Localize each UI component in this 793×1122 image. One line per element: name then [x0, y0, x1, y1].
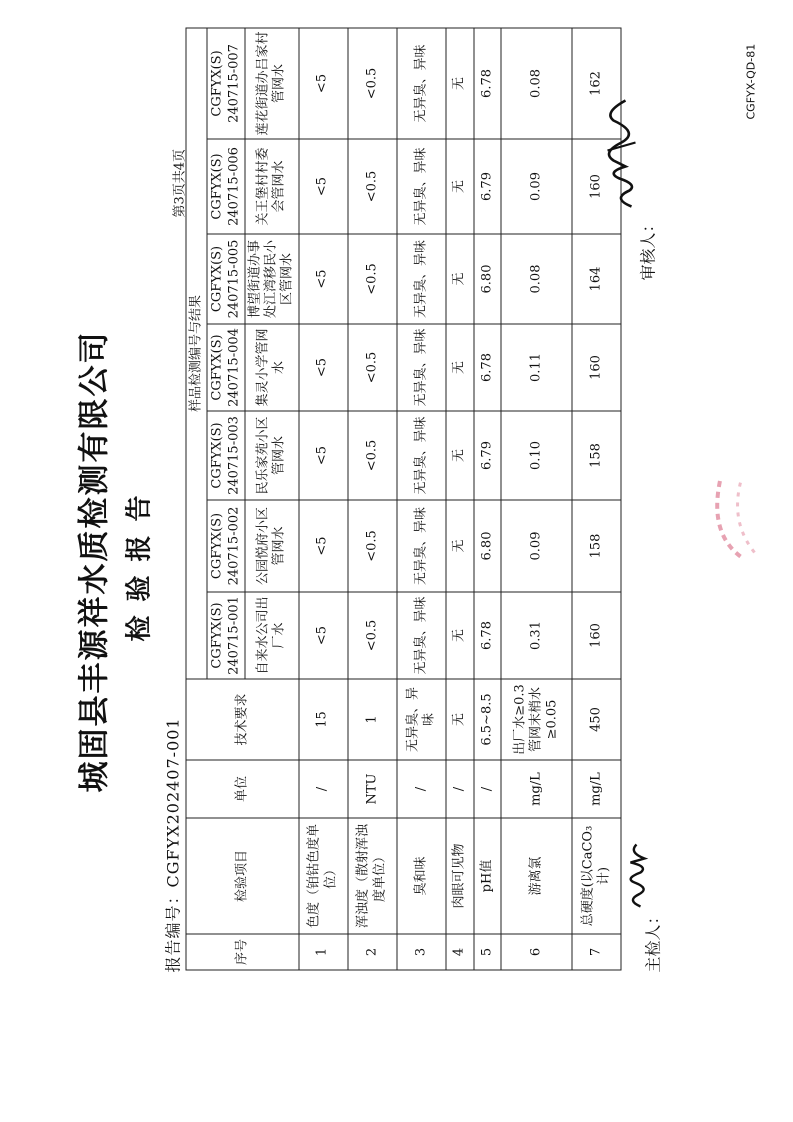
result-cell: 无异臭、异味 [396, 324, 445, 411]
header-item: 检验项目 [186, 818, 299, 934]
row-item: 浑浊度（散射浑浊度单位） [347, 818, 396, 934]
result-cell: 158 [571, 500, 620, 592]
row-requirement: 出厂水≥0.3 管网末梢水≥0.05 [501, 679, 571, 760]
sample-id-4: CGFYX(S) 240715-004 [207, 324, 245, 411]
result-cell: 6.78 [473, 27, 501, 138]
row-unit: / [298, 760, 347, 818]
result-cell: 无 [445, 324, 473, 411]
row-unit: mg/L [571, 760, 620, 818]
result-cell: 无 [445, 411, 473, 500]
row-unit: mg/L [501, 760, 571, 818]
sample-name-5: 博望街道办事处江湾移民小区管网水 [244, 234, 298, 324]
result-cell: 6.79 [473, 411, 501, 500]
row-item: pH值 [473, 818, 501, 934]
header-row-group [186, 27, 207, 969]
result-cell: 0.09 [501, 139, 571, 234]
row-requirement: 无 [445, 679, 473, 760]
stamp-mark [700, 472, 770, 562]
result-cell: 6.80 [473, 234, 501, 324]
result-cell: <5 [298, 324, 347, 411]
row-item: 色度（铂钴色度单位） [298, 818, 347, 934]
result-cell: 无 [445, 27, 473, 138]
header-sample-group: 样品检测编号与结果 [186, 27, 207, 678]
sample-id-5: CGFYX(S) 240715-005 [207, 234, 245, 324]
inspector-label: 主检人： [643, 907, 662, 972]
table-row [298, 27, 347, 969]
result-cell: 6.79 [473, 139, 501, 234]
form-code: CGFYX-QD-81 [744, 43, 757, 119]
result-cell: 无异臭、异味 [396, 234, 445, 324]
row-unit: / [445, 760, 473, 818]
result-cell: 0.31 [501, 592, 571, 679]
row-seq: 7 [571, 934, 620, 970]
sample-id-6: CGFYX(S) 240715-006 [207, 139, 245, 234]
report-subtitle: 检验报告 [124, 481, 154, 642]
result-cell: <0.5 [347, 139, 396, 234]
table-row [396, 27, 445, 969]
inspector-signature [620, 840, 652, 910]
result-cell: 无 [445, 139, 473, 234]
row-item: 臭和味 [396, 818, 445, 934]
header-unit: 单位 [186, 760, 299, 818]
result-cell: <5 [298, 500, 347, 592]
result-cell: 无 [445, 234, 473, 324]
result-cell: 160 [571, 139, 620, 234]
result-cell: <5 [298, 234, 347, 324]
result-cell: <0.5 [347, 500, 396, 592]
result-cell: 0.09 [501, 500, 571, 592]
result-cell: <5 [298, 27, 347, 138]
reviewer-label: 审核人： [638, 215, 657, 280]
result-cell: 0.08 [501, 234, 571, 324]
row-requirement: 无异臭、异味 [396, 679, 445, 760]
result-cell: 无 [445, 500, 473, 592]
table-row [501, 27, 571, 969]
result-cell: 160 [571, 324, 620, 411]
result-cell: 无异臭、异味 [396, 139, 445, 234]
result-cell: 无异臭、异味 [396, 500, 445, 592]
result-cell: 无异臭、异味 [396, 411, 445, 500]
sample-name-7: 莲花街道办吕家村管网水 [244, 27, 298, 138]
result-cell: 6.78 [473, 592, 501, 679]
row-unit: / [396, 760, 445, 818]
row-unit: / [473, 760, 501, 818]
row-seq: 5 [473, 934, 501, 970]
row-seq: 6 [501, 934, 571, 970]
result-cell: <5 [298, 411, 347, 500]
row-requirement: 15 [298, 679, 347, 760]
result-cell: 0.11 [501, 324, 571, 411]
result-cell: 0.10 [501, 411, 571, 500]
company-title: 城固县丰源祥水质检测有限公司 [76, 330, 112, 792]
table-row [473, 27, 501, 969]
sample-name-4: 集灵小学管网水 [244, 324, 298, 411]
result-cell: 无异臭、异味 [396, 27, 445, 138]
results-body [298, 27, 621, 969]
result-cell: 158 [571, 411, 620, 500]
sample-name-6: 关王堡村村委会管网水 [244, 139, 298, 234]
row-requirement: 6.5~8.5 [473, 679, 501, 760]
result-cell: <0.5 [347, 411, 396, 500]
result-cell: 6.80 [473, 500, 501, 592]
result-cell: <0.5 [347, 27, 396, 138]
result-cell: <5 [298, 139, 347, 234]
report-number: 报告编号：CGFYX202407-001 [163, 716, 182, 972]
sample-name-2: 公园悦府小区管网水 [244, 500, 298, 592]
result-cell: <0.5 [347, 234, 396, 324]
result-cell: <0.5 [347, 592, 396, 679]
sample-name-3: 民乐家苑小区管网水 [244, 411, 298, 500]
result-cell: 无 [445, 592, 473, 679]
row-seq: 2 [347, 934, 396, 970]
result-cell: <5 [298, 592, 347, 679]
header-seq: 序号 [186, 934, 299, 970]
sample-id-1: CGFYX(S) 240715-001 [207, 592, 245, 679]
row-requirement: 1 [347, 679, 396, 760]
result-cell: <0.5 [347, 324, 396, 411]
sample-id-3: CGFYX(S) 240715-003 [207, 411, 245, 500]
page-number: 第3页共4页 [172, 148, 187, 217]
row-seq: 3 [396, 934, 445, 970]
result-cell: 162 [571, 27, 620, 138]
results-table [185, 27, 621, 970]
row-unit: NTU [347, 760, 396, 818]
row-item: 肉眼可见物 [445, 818, 473, 934]
sample-id-2: CGFYX(S) 240715-002 [207, 500, 245, 592]
table-row [445, 27, 473, 969]
sample-name-1: 自来水公司出厂水 [244, 592, 298, 679]
table-row [347, 27, 396, 969]
row-requirement: 450 [571, 679, 620, 760]
result-cell: 164 [571, 234, 620, 324]
result-cell: 无异臭、异味 [396, 592, 445, 679]
sample-id-7: CGFYX(S) 240715-007 [207, 27, 245, 138]
row-item: 总硬度(以CaCO₃计) [571, 818, 620, 934]
reviewer-signature [595, 92, 647, 212]
result-cell: 0.08 [501, 27, 571, 138]
result-cell: 6.78 [473, 324, 501, 411]
row-seq: 1 [298, 934, 347, 970]
row-item: 游离氯 [501, 818, 571, 934]
header-requirement: 技术要求 [186, 679, 299, 760]
result-cell: 160 [571, 592, 620, 679]
row-seq: 4 [445, 934, 473, 970]
